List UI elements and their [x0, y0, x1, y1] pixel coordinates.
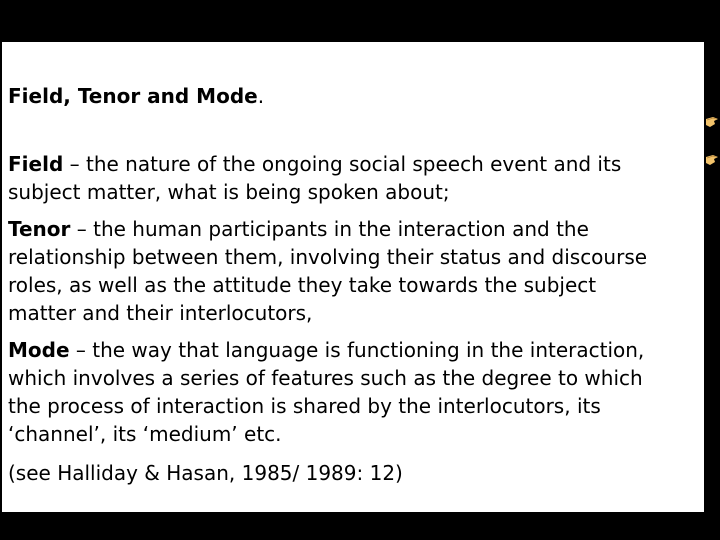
heading-tail: . [257, 84, 265, 108]
field-definition-line-1: Field – the nature of the ongoing social speech event and its [8, 152, 622, 176]
mode-definition-line-3: the process of interaction is shared by the interlocutors, its [8, 394, 601, 418]
mode-definition-line-4: ‘channel’, its ‘medium’ etc. [8, 422, 282, 446]
citation: (see Halliday & Hasan, 1985/ 1989: 12) [8, 461, 403, 485]
tenor-definition-line-3: roles, as well as the attitude they take towards the subject [8, 273, 597, 297]
field-term: Field [8, 152, 64, 176]
tenor-definition-line-4: matter and their interlocutors, [8, 301, 313, 325]
tenor-term: Tenor [8, 217, 71, 241]
mode-term: Mode [8, 338, 70, 362]
slide-heading [8, 84, 264, 108]
slide-content-panel [2, 42, 704, 512]
heading-bold: Field, Tenor and Mode [8, 84, 258, 108]
pointing-hand-bullet-icon [706, 116, 718, 128]
mode-definition-line-1: Mode – the way that language is functioning in the interaction, [8, 338, 645, 362]
tenor-definition-line-1: Tenor – the human participants in the interaction and the [8, 217, 589, 241]
pointing-hand-bullet-icon [706, 154, 718, 166]
tenor-definition-line-2: relationship between them, involving their status and discourse [8, 245, 648, 269]
field-definition-line-2: subject matter, what is being spoken about; [8, 180, 450, 204]
mode-definition-line-2: which involves a series of features such as the degree to which [8, 366, 643, 390]
